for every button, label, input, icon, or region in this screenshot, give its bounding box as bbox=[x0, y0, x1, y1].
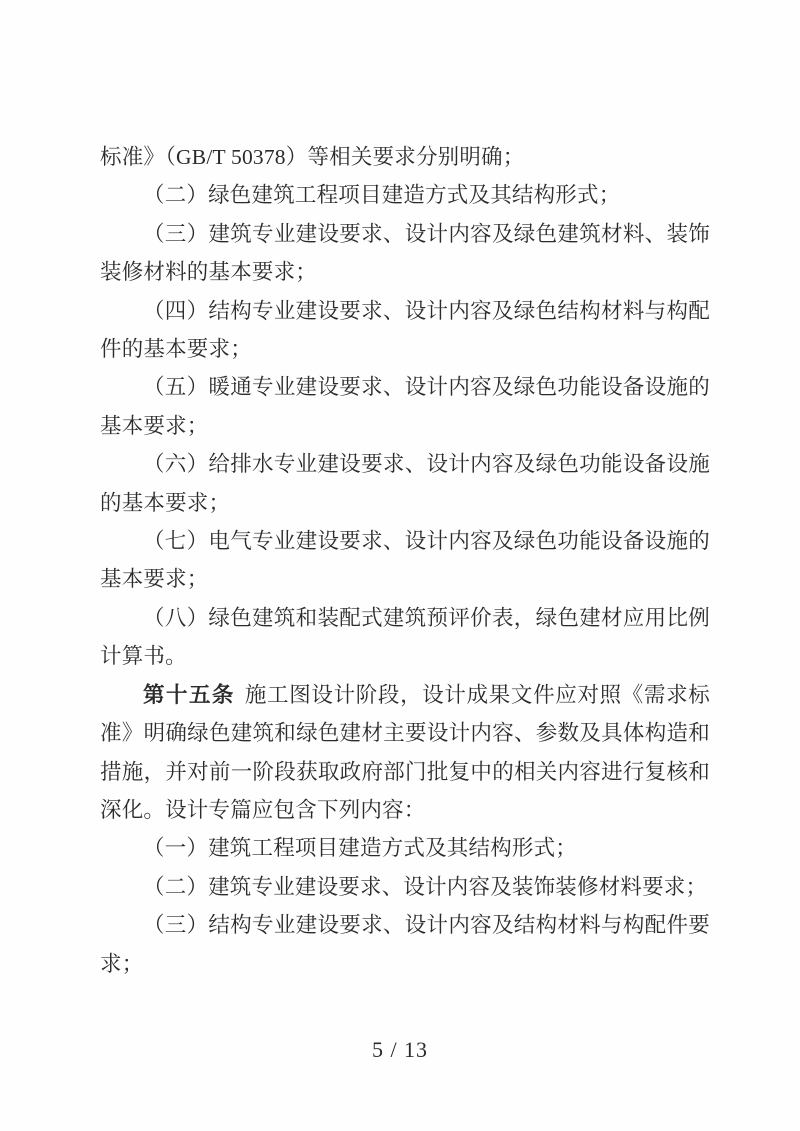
text-line: （七）电气专业建设要求、设计内容及绿色功能设备设施的 bbox=[143, 529, 710, 554]
text-line: （八）绿色建筑和装配式建筑预评价表，绿色建材应用比例 bbox=[143, 605, 710, 630]
text-line: 件的基本要求； bbox=[100, 337, 252, 362]
text-line: 深化。设计专篇应包含下列内容： bbox=[100, 797, 426, 822]
text-line: 装修材料的基本要求； bbox=[100, 260, 318, 285]
text-line: （五）暖通专业建设要求、设计内容及绿色功能设备设施的 bbox=[143, 375, 710, 400]
text-line: 准》明确绿色建筑和绿色建材主要设计内容、参数及具体构造和 bbox=[100, 721, 710, 746]
text-line: 基本要求； bbox=[100, 567, 209, 592]
text-line: （四）结构专业建设要求、设计内容及绿色结构材料与构配 bbox=[143, 298, 710, 323]
document-body bbox=[100, 138, 710, 983]
text-line: 标准》（GB/T 50378）等相关要求分别明确； bbox=[100, 145, 525, 169]
text-line: 的基本要求； bbox=[100, 490, 231, 515]
text-line: 计算书。 bbox=[100, 644, 187, 669]
page-number: 5 / 13 bbox=[371, 1037, 429, 1062]
text-line: （一）建筑工程项目建造方式及其结构形式； bbox=[143, 836, 578, 861]
text-line: （二）建筑专业建设要求、设计内容及装饰装修材料要求； bbox=[143, 874, 708, 899]
text-line: （三）结构专业建设要求、设计内容及结构材料与构配件要 bbox=[143, 913, 710, 938]
text-line: 措施，并对前一阶段获取政府部门批复中的相关内容进行复核和 bbox=[100, 759, 710, 784]
page-footer bbox=[0, 1036, 800, 1064]
text-line: （三）建筑专业建设要求、设计内容及绿色建筑材料、装饰 bbox=[143, 221, 710, 246]
text-line-content: 施工图设计阶段，设计成果文件应对照《需求标 bbox=[244, 682, 710, 707]
text-line: （六）给排水专业建设要求、设计内容及绿色功能设备设施 bbox=[143, 452, 710, 477]
text-line: 基本要求； bbox=[100, 413, 209, 438]
text-line: （二）绿色建筑工程项目建造方式及其结构形式； bbox=[143, 183, 621, 208]
text-line: 求； bbox=[100, 951, 144, 976]
text-line bbox=[100, 676, 710, 714]
article-number: 第十五条 bbox=[143, 682, 235, 707]
